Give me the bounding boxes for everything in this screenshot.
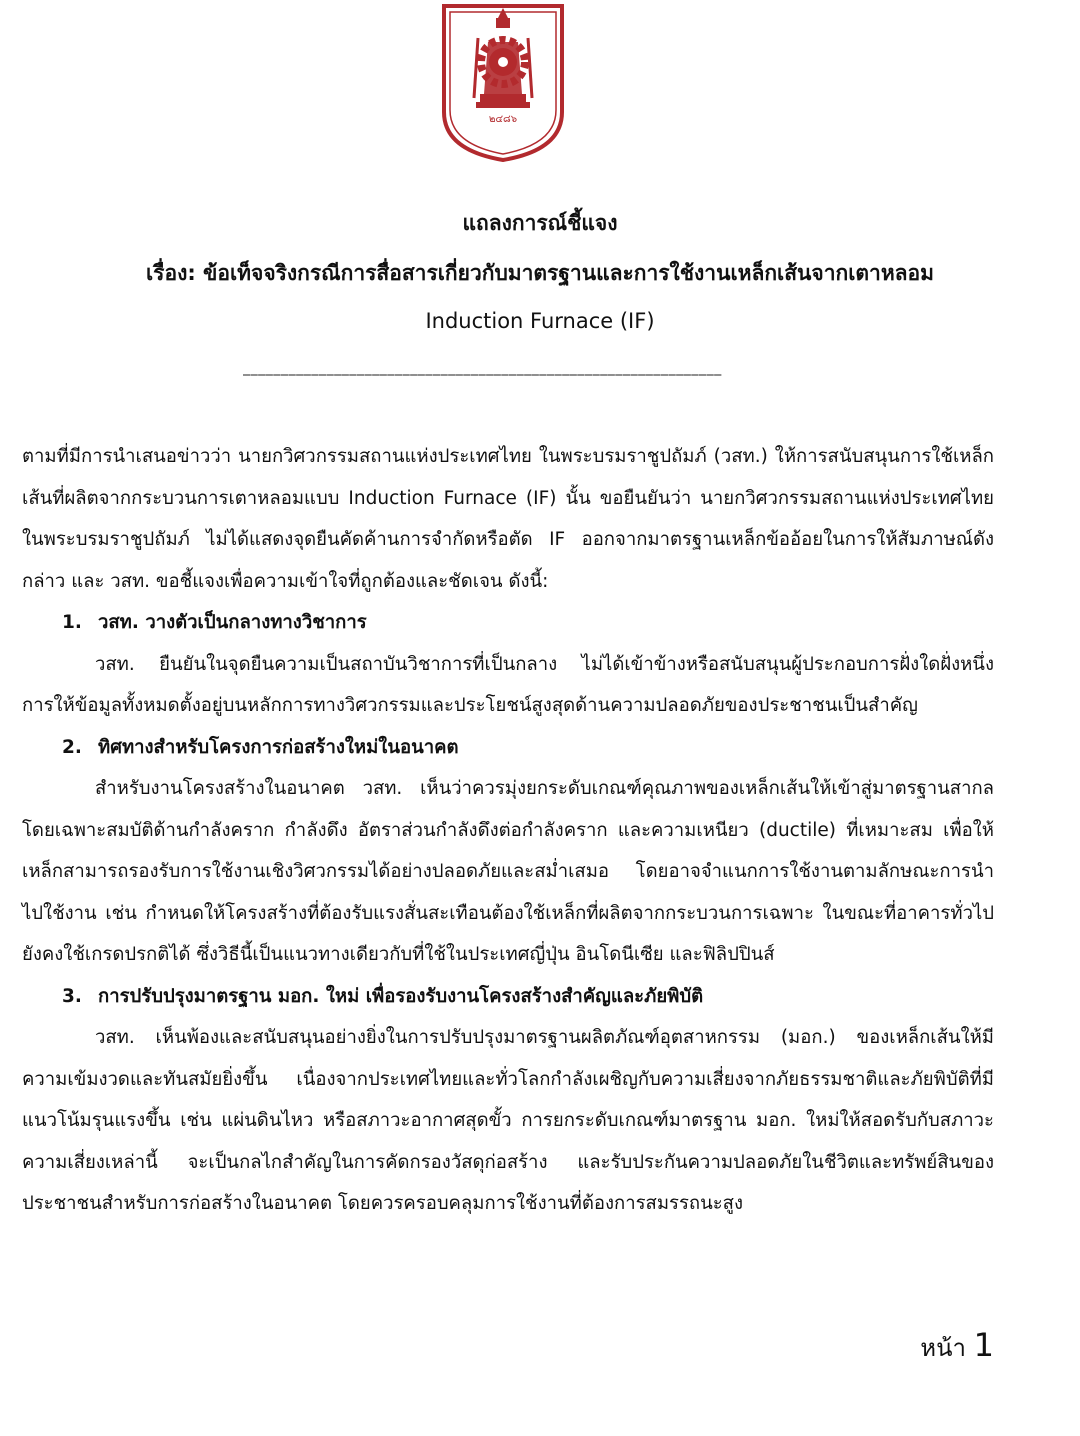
- section-heading-text: การปรับปรุงมาตรฐาน มอก. ใหม่ เพื่อรองรับงานโครงสร้างสำคัญและภัยพิบัติ: [98, 985, 704, 1007]
- section-body-2: สำหรับงานโครงสร้างในอนาคต วสท. เห็นว่าควรมุ่งยกระดับเกณฑ์คุณภาพของเหล็กเส้นให้เข้าสู่มาตรฐานสากล โดยเฉพาะสมบัติด้านกำลังคราก กำลังดึง อัตราส่วนกำลังดึงต่อกำลังคราก และความเหนียว (ductile) ที่เหมาะสม เพื่อให้เหล็กสามารถรองรับการใช้งานเชิงวิศวกรรมได้อย่างปลอดภัยและสม่ำเสมอ โดยอาจจำแนกการใช้งานตามลักษณะการนำไปใช้งาน เช่น กำหนดให้โครงสร้างที่ต้องรับแรงสั่นสะเทือนต้องใช้เหล็กที่ผลิตจากกระบวนการเฉพาะ ในขณะที่อาคารทั่วไปยังคงใช้เกรดปรกติได้ ซึ่งวิธีนี้เป็นแนวทางเดียวกับที่ใช้ในประเทศญี่ปุ่น อินโดนีเซีย และฟิลิปปินส์: [22, 778, 994, 965]
- document-subject-en: Induction Furnace (IF): [425, 309, 655, 333]
- section-number: 1.: [62, 612, 82, 633]
- section-number: 3.: [62, 985, 82, 1007]
- intro-paragraph: ตามที่มีการนำเสนอข่าวว่า นายกวิศวกรรมสถานแห่งประเทศไทย ในพระบรมราชูปถัมภ์ (วสท.) ให้การสนับสนุนการใช้เหล็กเส้นที่ผลิตจากกระบวนการเตาหลอมแบบ Induction Furnace (IF) นั้น ขอยืนยันว่า นายกวิศวกรรมสถานแห่งประเทศไทย ในพระบรมราชูปถัมภ์ ไม่ได้แสดงจุดยืนคัดค้านการจำกัดหรือตัด IF ออกจากมาตรฐานเหล็กข้ออ้อยในการให้สัมภาษณ์ดังกล่าว และ วสท. ขอชี้แจงเพื่อความเข้าใจที่ถูกต้องและชัดเจน ดังนี้:: [22, 446, 994, 592]
- section-heading-text: ทิศทางสำหรับโครงการก่อสร้างใหม่ในอนาคต: [98, 736, 459, 758]
- separator-line: _______________________________________________________________: [243, 360, 722, 376]
- page-number: [920, 1326, 994, 1367]
- document-subject: เรื่อง: ข้อเท็จจริงกรณีการสื่อสารเกี่ยวกับมาตรฐานและการใช้งานเหล็กเส้นจากเตาหลอม: [146, 261, 934, 285]
- svg-text:๒๔๘๖: ๒๔๘๖: [488, 114, 518, 125]
- section-body-3: วสท. เห็นพ้องและสนับสนุนอย่างยิ่งในการปรับปรุงมาตรฐานผลิตภัณฑ์อุตสาหกรรม (มอก.) ของเหล็กเส้นให้มีความเข้มงวดและทันสมัยยิ่งขึ้น เนื่องจากประเทศไทยและทั่วโลกกำลังเผชิญกับความเสี่ยงจากภัยธรรมชาติและภัยพิบัติที่มีแนวโน้มรุนแรงขึ้น เช่น แผ่นดินไหว หรือสภาวะอากาศสุดขั้ว การยกระดับเกณฑ์มาตรฐาน มอก. ใหม่ให้สอดรับกับสภาวะความเสี่ยงเหล่านี้ จะเป็นกลไกสำคัญในการคัดกรองวัสดุก่อสร้าง และรับประกันความปลอดภัยในชีวิตและทรัพย์สินของประชาชนสำหรับการก่อสร้างในอนาคต โดยควรครอบคลุมการใช้งานที่ต้องการสมรรถนะสูง: [22, 1027, 994, 1214]
- section-body-1: วสท. ยืนยันในจุดยืนความเป็นสถาบันวิชาการที่เป็นกลาง ไม่ได้เข้าข้างหรือสนับสนุนผู้ประกอบการฝั่งใดฝั่งหนึ่ง การให้ข้อมูลทั้งหมดตั้งอยู่บนหลักการทางวิศวกรรมและประโยชน์สูงสุดด้านความปลอดภัยของประชาชนเป็นสำคัญ: [22, 653, 994, 716]
- eit-seal-icon: [440, 2, 566, 162]
- section-heading-1: [22, 602, 994, 644]
- page-label: หน้า: [920, 1334, 966, 1362]
- section-number: 2.: [62, 736, 82, 758]
- document-body: [22, 436, 994, 1225]
- document-title: แถลงการณ์ชี้แจง: [462, 211, 618, 235]
- section-heading-2: [22, 727, 994, 769]
- page-number-value: 1: [973, 1326, 994, 1364]
- document-header: [0, 196, 1080, 346]
- section-heading-3: [22, 976, 994, 1018]
- section-heading-text: วสท. วางตัวเป็นกลางทางวิชาการ: [98, 612, 367, 633]
